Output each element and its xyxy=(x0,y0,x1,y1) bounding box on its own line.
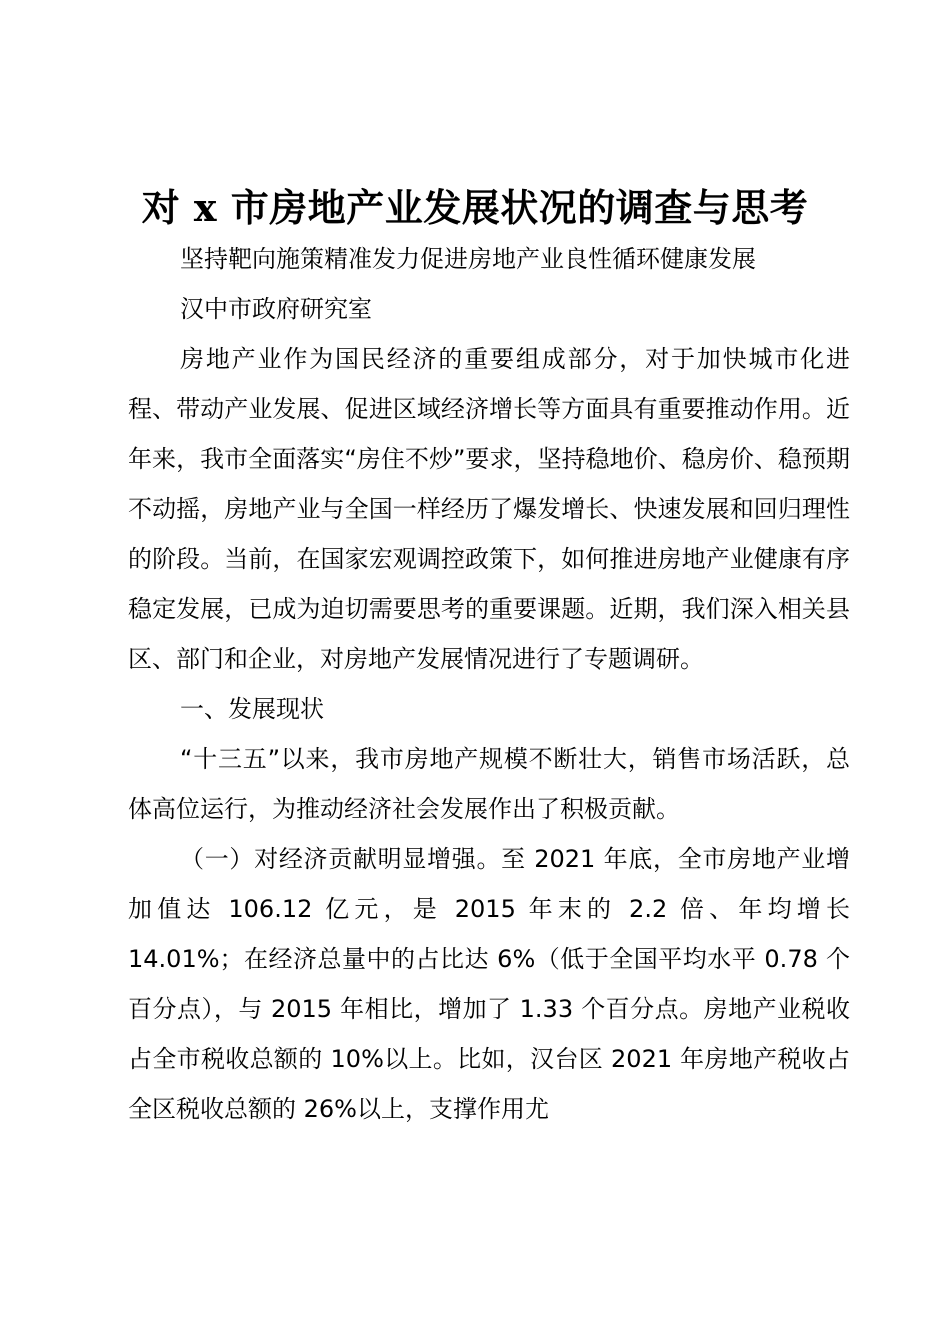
paragraph-overview: “十三五”以来，我市房地产规模不断壮大，销售市场活跃，总体高位运行，为推动经济社会发展作出了积极贡献。 xyxy=(128,745,850,823)
subtitle: 坚持靶向施策精准发力促进房地产业良性循环健康发展 xyxy=(180,245,756,273)
document-title: 对 x 市房地产业发展状况的调查与思考 xyxy=(141,185,809,230)
document-body xyxy=(128,234,850,1134)
section-heading: 一、发展现状 xyxy=(180,695,324,723)
paragraph-economic-contribution: （一）对经济贡献明显增强。至 2021 年底，全市房地产业增加值达 106.12 亿元，是 2015 年末的 2.2 倍、年均增长 14.01%；在经济总量中的占比达 6%（低于全国平均水平 0.78 个百分点），与 2015 年相比，增加了 1.33 个百分点。房地产业税收占全市税收总额的 10%以上。比如，汉台区 2021 年房地产税收占全区税收总额的 26%以上，支撑作用尤 xyxy=(128,845,850,1123)
author-line: 汉中市政府研究室 xyxy=(180,295,372,323)
paragraph-intro: 房地产业作为国民经济的重要组成部分，对于加快城市化进程、带动产业发展、促进区域经济增长等方面具有重要推动作用。近年来，我市全面落实“房住不炒”要求，坚持稳地价、稳房价、稳预期不动摇，房地产业与全国一样经历了爆发增长、快速发展和回归理性的阶段。当前，在国家宏观调控政策下，如何推进房地产业健康有序稳定发展，已成为迫切需要思考的重要课题。近期，我们深入相关县区、部门和企业，对房地产发展情况进行了专题调研。 xyxy=(128,345,850,673)
